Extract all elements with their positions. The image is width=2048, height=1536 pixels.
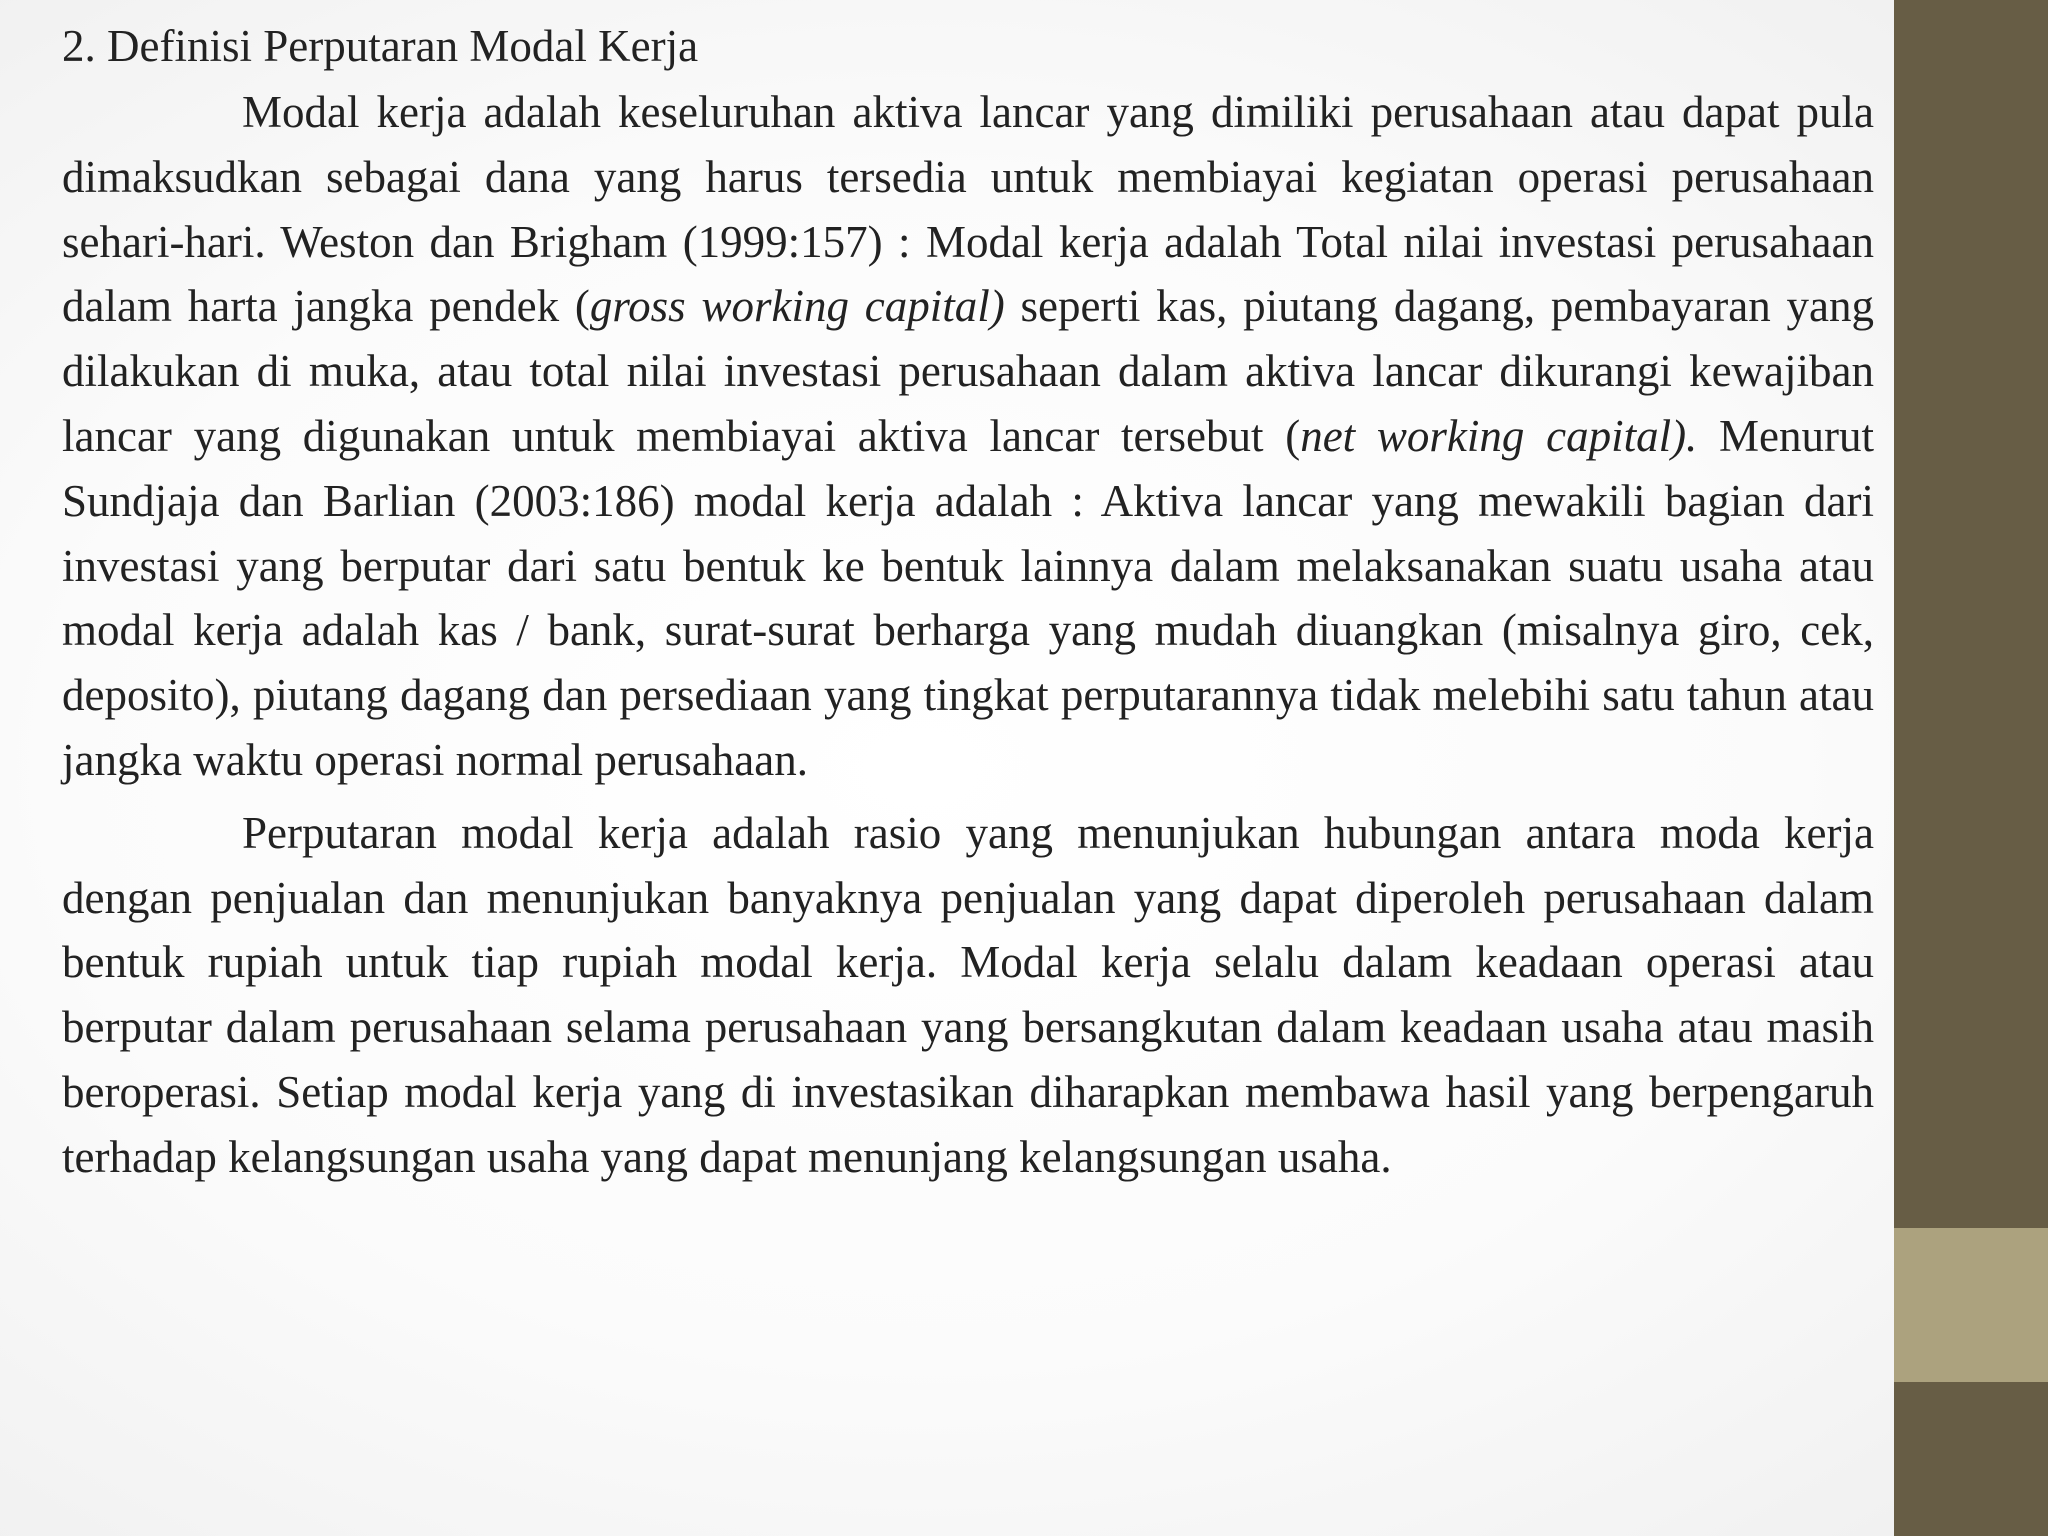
italic-term-gross-working-capital: gross working capital) [589, 281, 1005, 332]
slide-body [62, 14, 1874, 1190]
paragraph-working-capital-turnover: Perputaran modal kerja adalah rasio yang menunjukan hubungan antara moda kerja dengan penjualan dan menunjukan banyaknya penjualan yang dapat diperoleh perusahaan dalam bentuk rupiah untuk tiap rupiah modal kerja. Modal kerja selalu dalam keadaan operasi atau berputar dalam perusahaan selama perusahaan yang bersangkutan dalam keadaan usaha atau masih beroperasi. Setiap modal kerja yang di investasikan diharapkan membawa hasil yang berpengaruh terhadap kelangsungan usaha yang dapat menunjang kelangsungan usaha. [62, 807, 1874, 1182]
paragraph-text: Modal kerja adalah keseluruhan aktiva lancar yang dimiliki perusahaan atau dapat pula dimaksudkan sebagai dana yang harus tersedia untuk membiayai kegiatan operasi perusahaan sehari-hari. Weston dan Brigham (1999:157) : Modal kerja adalah Total nilai investasi perusahaan dalam harta jangka pendek ( [62, 87, 1874, 332]
paragraph-text: Menurut Sundjaja dan Barlian (2003:186) modal kerja adalah : Aktiva lancar yang mewakili bagian dari investasi yang berputar dari satu bentuk ke bentuk lainnya dalam melaksanakan suatu usaha atau modal kerja adalah kas / bank, surat-surat berharga yang mudah diuangkan (misalnya giro, cek, deposito), piutang dagang dan persediaan yang tingkat perputarannya tidak melebihi satu tahun atau jangka waktu operasi normal perusahaan. [62, 410, 1874, 785]
sidebar-dark-block [1894, 0, 2048, 1228]
slide-heading: 2. Definisi Perputaran Modal Kerja [62, 21, 699, 71]
sidebar-accent-block [1894, 1228, 2048, 1382]
decorative-sidebar [1894, 0, 2048, 1536]
paragraph-working-capital-definition [62, 80, 1874, 793]
italic-term-net-working-capital: net working capital). [1300, 410, 1698, 461]
paragraph-text: seperti kas, piutang dagang, pembayaran yang dilakukan di muka, atau total nilai investasi perusahaan dalam aktiva lancar dikurangi kewajiban lancar yang digunakan untuk membiayai aktiva lancar tersebut ( [62, 281, 1875, 461]
sidebar-dark-block-bottom [1894, 1382, 2048, 1536]
